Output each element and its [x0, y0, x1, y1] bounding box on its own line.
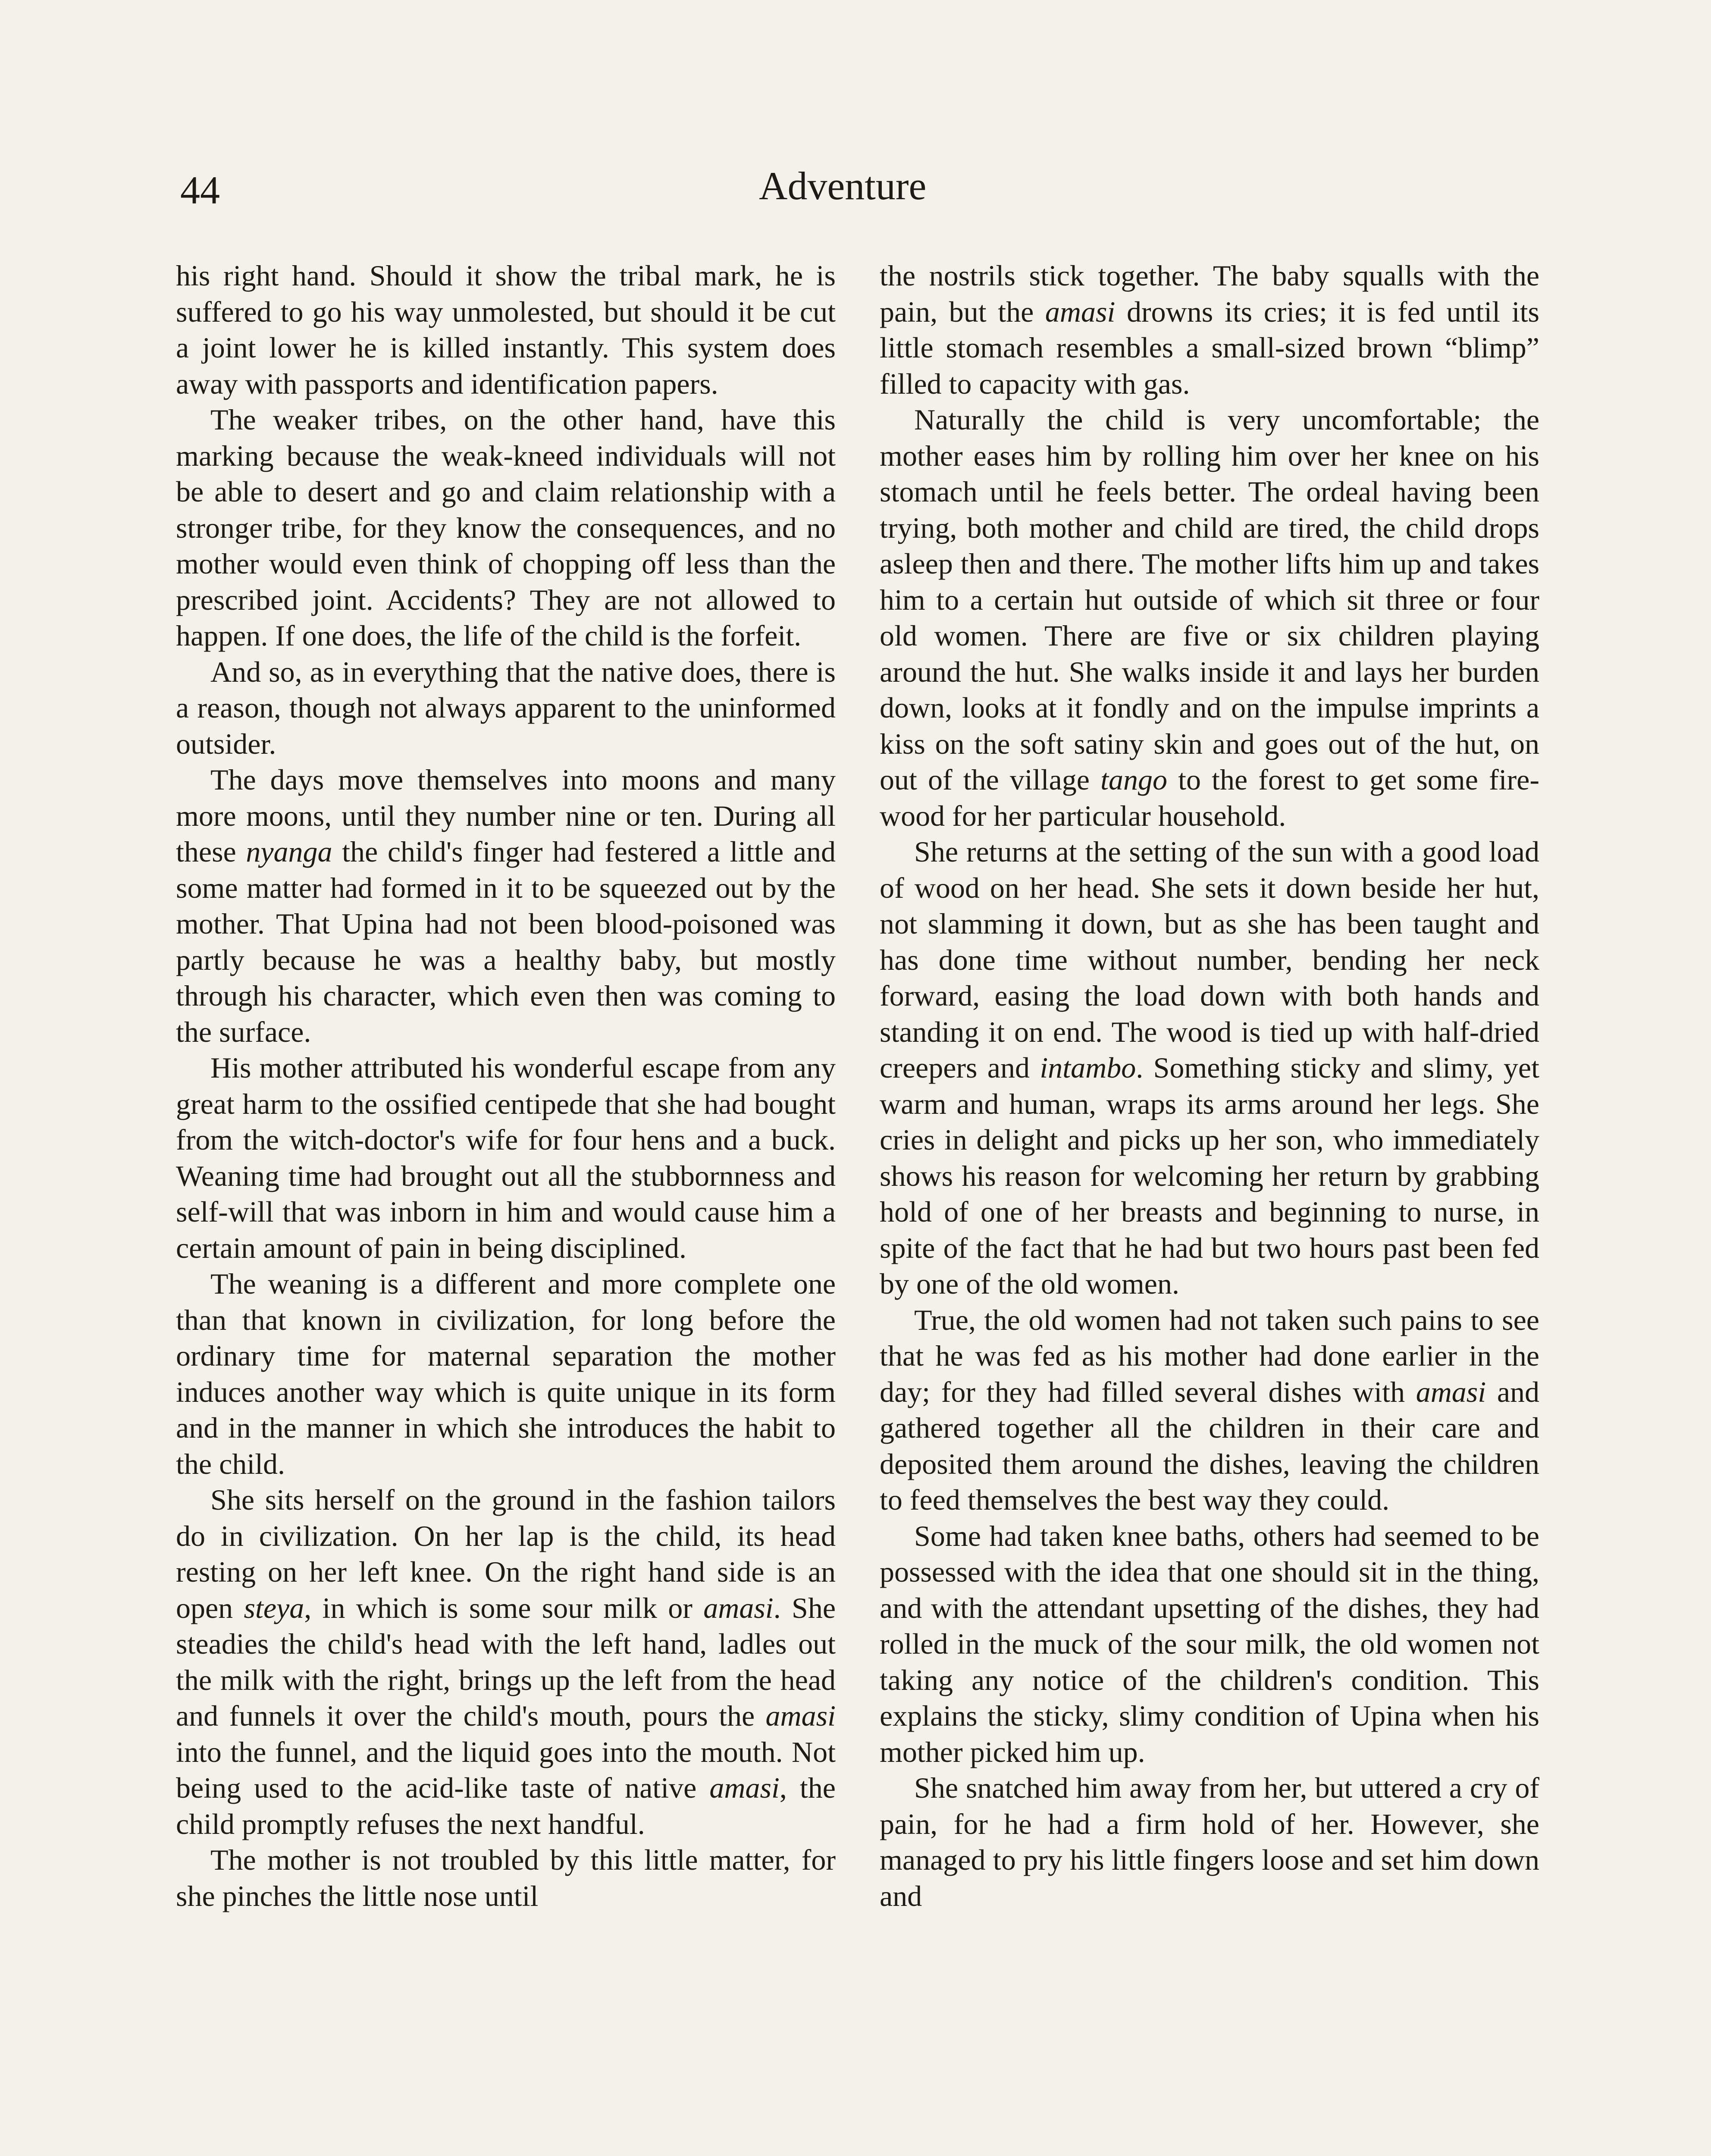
right-column [880, 258, 1539, 1914]
paragraph: The weaker tribes, on the other hand, have this marking because the weak-kneed individuals will not be able to desert and go and claim relationship with a stronger tribe, for they know the consequences, and no mother would even think of chopping off less than the prescribed joint. Accidents? They are not allowed to happen. If one does, the life of the child is the forfeit. [176, 403, 836, 652]
paragraph: The weaning is a different and more complete one than that known in civilization, for long before the ordinary time for maternal separation the mother induces another way which is quite unique in its form and in the manner in which she introduces the habit to the child. [176, 1267, 836, 1480]
paragraph: She sits herself on the ground in the fashion tailors do in civilization. On her lap is the child, its head resting on her left knee. On the right hand side is an open steya, in which is some sour milk or amasi. She steadies the child's head with the left hand, ladles out the milk with the right, brings up the left from the head and funnels it over the child's mouth, pours the amasi into the funnel, and the liquid goes into the mouth. Not being used to the acid-like taste of native amasi, the child promptly refuses the next handful. [176, 1483, 836, 1840]
running-title: Adventure [759, 164, 927, 208]
paragraph: She snatched him away from her, but uttered a cry of pain, for he had a firm hold of her. However, she managed to pry his little fingers loose and set him down and [880, 1771, 1539, 1912]
paragraph: True, the old women had not taken such pains to see that he was fed as his mother had done earlier in the day; for they had filled several dishes with amasi and gathered together all the children in their care and deposited them around the dishes, leaving the children to feed themselves the best way they could. [880, 1303, 1539, 1516]
paragraph: Naturally the child is very uncomfortable; the mother eases him by rolling him over her knee on his stomach until he feels better. The ordeal having been trying, both mother and child are tired, the child drops asleep then and there. The mother lifts him up and takes him to a certain hut outside of which sit three or four old women. There are five or six children playing around the hut. She walks inside it and lays her burden down, looks at it fondly and on the impulse imprints a kiss on the soft satiny skin and goes out of the hut, on out of the village tango to the forest to get some fire-wood for her particular household. [880, 403, 1539, 832]
paragraph: The days move themselves into moons and many more moons, until they number nine or ten. During all these nyanga the child's finger had festered a little and some matter had formed in it to be squeezed out by the mother. That Upina had not been blood-poisoned was partly because he was a healthy baby, but mostly through his character, which even then was coming to the surface. [176, 763, 836, 1048]
page-number: 44 [180, 168, 220, 212]
paragraph: Some had taken knee baths, others had seemed to be possessed with the idea that one should sit in the thing, and with the attendant upsetting of the dishes, they had rolled in the muck of the sour milk, the old women not taking any notice of the children's condition. This explains the sticky, slimy condition of Upina when his mother picked him up. [880, 1519, 1539, 1768]
paragraph: the nostrils stick together. The baby squalls with the pain, but the amasi drowns its cries; it is fed until its little stomach resembles a small-sized brown “blimp” filled to capacity with gas. [880, 259, 1539, 400]
paragraph: She returns at the setting of the sun with a good load of wood on her head. She sets it down beside her hut, not slamming it down, but as she has been taught and has done time without number, bending her neck forward, easing the load down with both hands and standing it on end. The wood is tied up with half-dried creepers and intambo. Something sticky and slimy, yet warm and human, wraps its arms around her legs. She cries in delight and picks up her son, who immediately shows his reason for welcoming her return by grabbing hold of one of her breasts and beginning to nurse, in spite of the fact that he had but two hours past been fed by one of the old women. [880, 835, 1539, 1300]
paragraph: his right hand. Should it show the tribal mark, he is suffered to go his way unmolested, but should it be cut a joint lower he is killed instantly. This system does away with passports and identification papers. [176, 259, 836, 400]
paragraph: And so, as in everything that the native does, there is a reason, though not always apparent to the uninformed outsider. [176, 655, 836, 760]
left-column [176, 258, 836, 1914]
paragraph: The mother is not troubled by this little matter, for she pinches the little nose until [176, 1843, 836, 1912]
paragraph: His mother attributed his wonderful escape from any great harm to the ossified centipede that she had bought from the witch-doctor's wife for four hens and a buck. Weaning time had brought out all the stubbornness and self-will that was inborn in him and would cause him a certain amount of pain in being disciplined. [176, 1051, 836, 1264]
